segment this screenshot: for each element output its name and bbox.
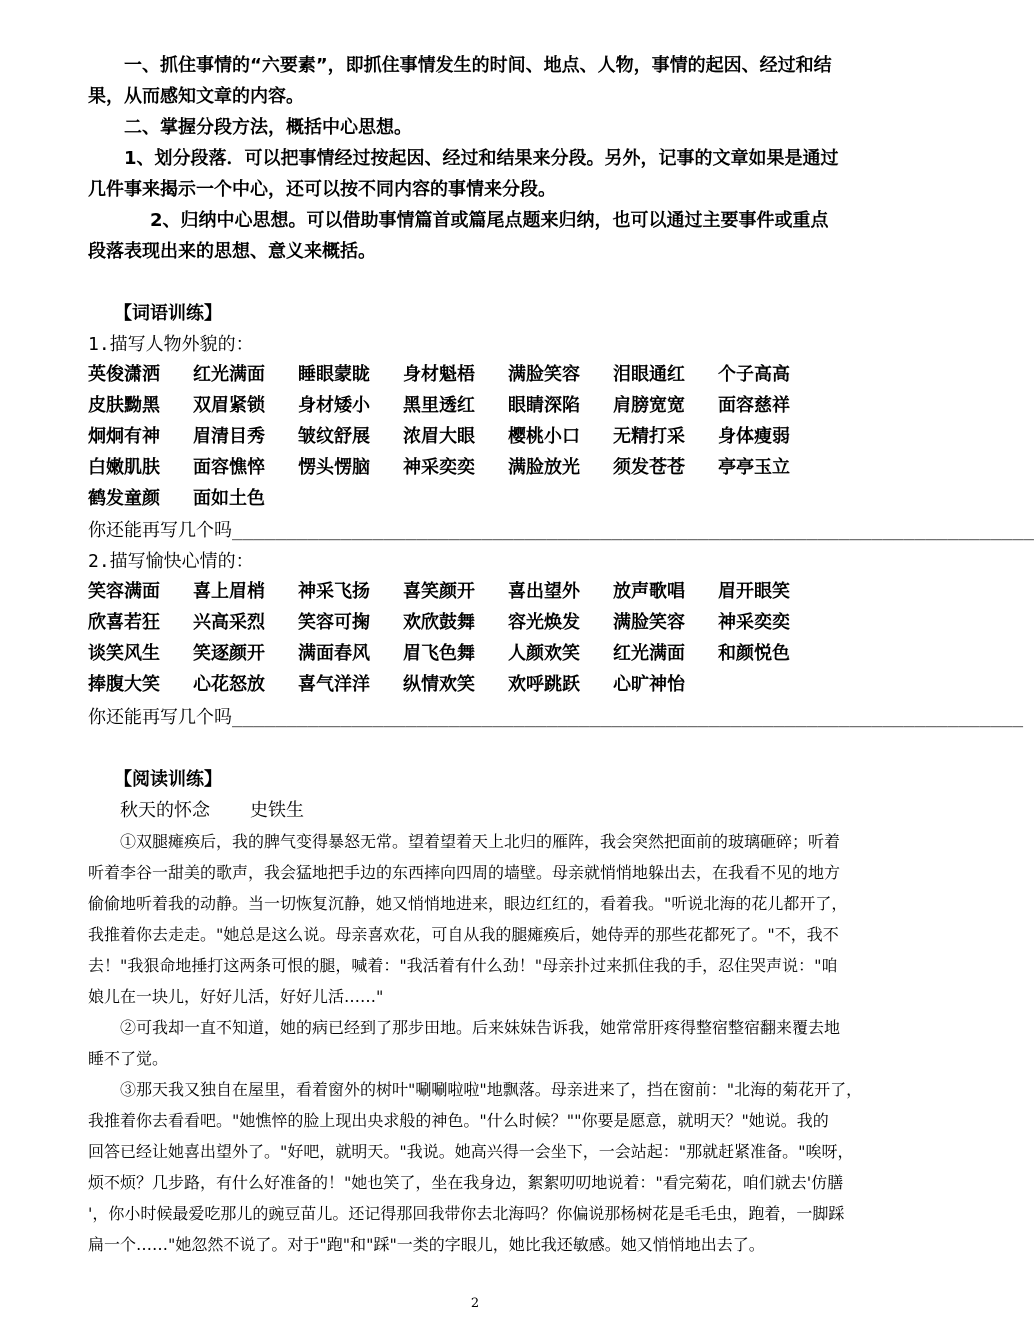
appearance-word: 眼睛深陷 <box>508 395 580 416</box>
appearance-word: 身材矮小 <box>298 395 370 416</box>
happy-mood-word: 神采飞扬 <box>298 581 370 602</box>
appearance-row <box>88 453 888 484</box>
appearance-word: 白嫩肌肤 <box>88 457 160 478</box>
appearance-word: 皮肤黝黑 <box>88 395 160 416</box>
appearance-row <box>88 484 888 515</box>
appearance-word: 肩膀宽宽 <box>613 395 685 416</box>
intro-text-1: 一、抓住事情的“六要素”，即抓住事情发生的时间、地点、人物，事情的起因、经过和结 <box>124 55 832 76</box>
article-line: 扁一个……"她忽然不说了。对于"跑"和"踩"一类的字眼儿，她比我还敏感。她又悄悄地出去了。 <box>88 1235 765 1254</box>
happy-mood-word: 和颜悦色 <box>718 643 790 664</box>
vocab-section-1-prompt: 你还能再写几个吗 <box>88 520 232 541</box>
article-line: 我推着你去走走。"她总是这么说。母亲喜欢花，可自从我的腿瘫痪后，她侍弄的那些花都死了。"不，我不 <box>88 925 839 944</box>
page-number: 2 <box>470 1296 480 1311</box>
appearance-word: 须发苍苍 <box>613 457 685 478</box>
article-line: ③那天我又独自在屋里，看着窗外的树叶"唰唰啦啦"地飘落。母亲进来了，挡在窗前："北海的菊花开了， <box>120 1080 863 1099</box>
article-author: 史铁生 <box>250 800 304 821</box>
happy-mood-word: 纵情欢笑 <box>403 674 475 695</box>
happy-mood-word: 欢呼跳跃 <box>508 674 580 695</box>
appearance-word: 睡眼蒙眬 <box>298 364 370 385</box>
reading-title: 【阅读训练】 <box>114 769 222 790</box>
happy-mood-word: 笑逐颜开 <box>193 643 265 664</box>
appearance-word: 泪眼通红 <box>613 364 685 385</box>
happy-mood-word: 神采奕奕 <box>718 612 790 633</box>
appearance-row <box>88 422 888 453</box>
happy-mood-word: 捧腹大笑 <box>88 674 160 695</box>
appearance-row <box>88 360 888 391</box>
article-line: 烦不烦？几步路，有什么好准备的！"她也笑了，坐在我身边，絮絮叨叨地说着："看完菊花，咱们就去'仿膳 <box>88 1173 844 1192</box>
vocab-section-2-title: 2.描写愉快心情的： <box>88 551 254 572</box>
happy-mood-row <box>88 639 888 670</box>
happy-mood-word: 笑容可掬 <box>298 612 370 633</box>
vocab-section-1-title: 1.描写人物外貌的： <box>88 334 254 355</box>
happy-mood-word: 人颜欢笑 <box>508 643 580 664</box>
intro-line-3 <box>88 112 888 143</box>
happy-mood-word: 红光满面 <box>613 643 685 664</box>
happy-mood-row <box>88 670 888 701</box>
article-line: 娘儿在一块儿，好好儿活，好好儿活……" <box>88 987 384 1006</box>
appearance-word: 面容憔悴 <box>193 457 265 478</box>
intro-line-7: 段落表现出来的思想、意义来概括。 <box>88 241 376 262</box>
appearance-row <box>88 391 888 422</box>
intro-line-5: 几件事来揭示一个中心，还可以按不同内容的事情来分段。 <box>88 179 556 200</box>
happy-mood-word: 喜出望外 <box>508 581 580 602</box>
vocab-title: 【词语训练】 <box>114 303 222 324</box>
happy-mood-word: 欣喜若狂 <box>88 612 160 633</box>
happy-mood-word: 容光焕发 <box>508 612 580 633</box>
happy-mood-word: 喜笑颜开 <box>403 581 475 602</box>
happy-mood-word: 喜气洋洋 <box>298 674 370 695</box>
vocab-section-1-blank: __________________________________________________________________________ <box>232 520 1034 541</box>
intro-line-1 <box>88 50 888 81</box>
article-title: 秋天的怀念 <box>120 800 210 821</box>
happy-mood-word: 笑容满面 <box>88 581 160 602</box>
appearance-word: 愣头愣脑 <box>298 457 370 478</box>
vocab-section-2-prompt-line <box>88 702 1024 733</box>
happy-mood-word: 眉飞色舞 <box>403 643 475 664</box>
article-heading <box>120 795 920 826</box>
happy-mood-word: 喜上眉梢 <box>193 581 265 602</box>
happy-mood-word: 满面春风 <box>298 643 370 664</box>
appearance-word: 面容慈祥 <box>718 395 790 416</box>
happy-mood-row <box>88 577 888 608</box>
vocab-section-2-prompt: 你还能再写几个吗 <box>88 707 232 728</box>
article-line: ②可我却一直不知道，她的病已经到了那步田地。后来妹妹告诉我，她常常肝疼得整宿整宿翻来覆去地 <box>120 1018 841 1037</box>
appearance-word: 眉清目秀 <box>193 426 265 447</box>
appearance-word: 无精打采 <box>613 426 685 447</box>
appearance-word: 满脸笑容 <box>508 364 580 385</box>
article-line: ①双腿瘫痪后，我的脾气变得暴怒无常。望着望着天上北归的雁阵，我会突然把面前的玻璃砸碎；听着 <box>120 832 841 851</box>
happy-mood-word: 眉开眼笑 <box>718 581 790 602</box>
happy-mood-word: 心花怒放 <box>193 674 265 695</box>
appearance-word: 黑里透红 <box>403 395 475 416</box>
appearance-word: 身材魁梧 <box>403 364 475 385</box>
vocab-section-1-prompt-line <box>88 515 1034 546</box>
intro-line-6 <box>88 205 888 236</box>
appearance-word: 浓眉大眼 <box>403 426 475 447</box>
article-line: 睡不了觉。 <box>88 1049 169 1068</box>
appearance-word: 面如土色 <box>193 488 265 509</box>
intro-text-3: 二、掌握分段方法，概括中心思想。 <box>124 117 412 138</box>
appearance-word: 双眉紧锁 <box>193 395 265 416</box>
appearance-word: 个子高高 <box>718 364 790 385</box>
article-line: '，你小时候最爱吃那儿的豌豆苗儿。还记得那回我带你去北海吗？你偏说那杨树花是毛毛虫，跑着，一脚踩 <box>88 1204 845 1223</box>
article-line: 听着李谷一甜美的歌声，我会猛地把手边的东西摔向四周的墙壁。母亲就悄悄地躲出去，在我看不见的地方 <box>88 863 841 882</box>
article-line: 回答已经让她喜出望外了。"好吧，就明天。"我说。她高兴得一会坐下，一会站起："那就赶紧准备。"唉呀， <box>88 1142 854 1161</box>
intro-text-4: 1、划分段落．可以把事情经过按起因、经过和结果来分段。另外，记事的文章如果是通过 <box>124 148 839 169</box>
happy-mood-word: 欢欣鼓舞 <box>403 612 475 633</box>
happy-mood-word: 心旷神怡 <box>613 674 685 695</box>
appearance-word: 神采奕奕 <box>403 457 475 478</box>
intro-text-6: 2、归纳中心思想。可以借助事情篇首或篇尾点题来归纳，也可以通过主要事件或重点 <box>150 210 829 231</box>
intro-line-2: 果，从而感知文章的内容。 <box>88 86 304 107</box>
appearance-word: 炯炯有神 <box>88 426 160 447</box>
appearance-word: 樱桃小口 <box>508 426 580 447</box>
appearance-word: 英俊潇洒 <box>88 364 160 385</box>
appearance-word: 满脸放光 <box>508 457 580 478</box>
article-line: 我推着你去看看吧。"她憔悴的脸上现出央求般的神色。"什么时候？""你要是愿意，就明天？"她说。我的 <box>88 1111 829 1130</box>
vocab-section-2-blank: _________________________________________________________________________ <box>232 707 1024 728</box>
intro-line-4 <box>88 143 888 174</box>
appearance-word: 皱纹舒展 <box>298 426 370 447</box>
appearance-word: 鹤发童颜 <box>88 488 160 509</box>
happy-mood-word: 谈笑风生 <box>88 643 160 664</box>
happy-mood-word: 满脸笑容 <box>613 612 685 633</box>
appearance-word: 亭亭玉立 <box>718 457 790 478</box>
appearance-word: 身体瘦弱 <box>718 426 790 447</box>
happy-mood-row <box>88 608 888 639</box>
appearance-word: 红光满面 <box>193 364 265 385</box>
article-line: 偷偷地听着我的动静。当一切恢复沉静，她又悄悄地进来，眼边红红的，看着我。"听说北海的花儿都开了， <box>88 894 848 913</box>
happy-mood-word: 兴高采烈 <box>193 612 265 633</box>
article-line: 去！"我狠命地捶打这两条可恨的腿，喊着："我活着有什么劲！"母亲扑过来抓住我的手，忍住哭声说："咱 <box>88 956 838 975</box>
happy-mood-word: 放声歌唱 <box>613 581 685 602</box>
